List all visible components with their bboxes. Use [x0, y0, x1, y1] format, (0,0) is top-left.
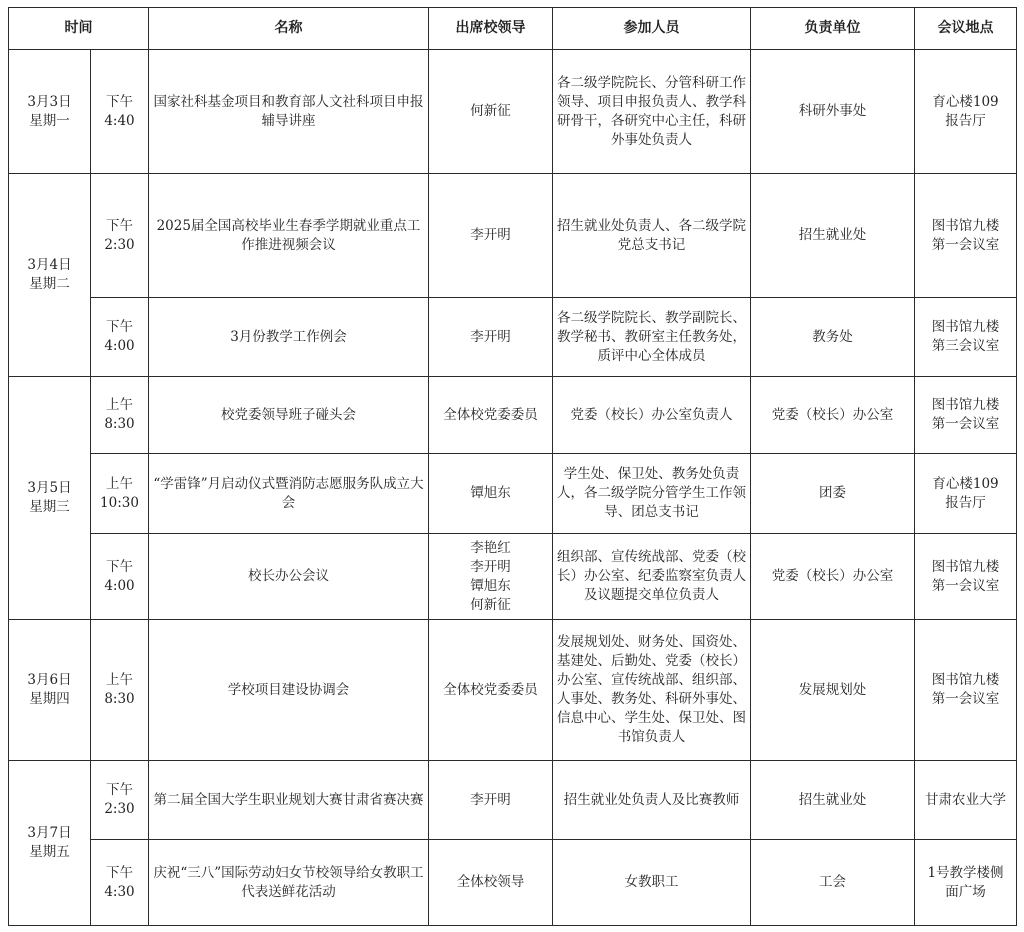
event-name: 2025届全国高校毕业生春季学期就业重点工作推进视频会议 [156, 217, 421, 253]
participants-text: 各二级学院院长、分管科研工作领导、项目申报负责人、教学科研骨干，各研究中心主任，科研外事处负责人 [557, 74, 746, 148]
period-text: 下午 [106, 558, 133, 575]
table-row [9, 174, 1017, 298]
participants-text: 招生就业处负责人及比赛教师 [563, 791, 740, 808]
leaders-cell [429, 534, 553, 620]
location-line: 第一会议室 [931, 577, 1000, 594]
clock-text: 2:30 [104, 801, 135, 817]
location-line: 报告厅 [945, 112, 986, 129]
event-name-cell [149, 761, 429, 840]
date-cell [9, 377, 91, 620]
participants-cell [553, 298, 751, 377]
leaders-cell [429, 454, 553, 534]
period-text: 下午 [106, 319, 133, 335]
weekday-text: 星期四 [29, 691, 70, 707]
time-cell [91, 534, 149, 620]
unit-text: 招生就业处 [798, 791, 867, 808]
event-name: 庆祝“三八”国际劳动妇女节校领导给女教职工代表送鲜花活动 [153, 864, 424, 900]
header-unit: 负责单位 [751, 8, 915, 50]
time-cell [91, 50, 149, 174]
event-name: “学雷锋”月启动仪式暨消防志愿服务队成立大会 [153, 475, 424, 511]
location-cell [915, 174, 1017, 298]
period-text: 上午 [106, 475, 133, 492]
date-text: 3月6日 [27, 672, 72, 688]
location-cell [915, 454, 1017, 534]
leader-name: 全体校党委委员 [443, 406, 538, 423]
unit-text: 团委 [819, 485, 846, 501]
participants-cell [553, 761, 751, 840]
date-cell [9, 174, 91, 377]
participants-cell [553, 620, 751, 761]
event-name: 3月份教学工作例会 [230, 328, 347, 345]
unit-cell [751, 298, 915, 377]
participants-text: 发展规划处、财务处、国资处、基建处、后勤处、党委（校长）办公室、宣传统战部、组织部、人事处、教务处、科研外事处、信息中心、学生处、保卫处、图书馆负责人 [557, 634, 746, 745]
participants-cell [553, 454, 751, 534]
leaders-cell [429, 761, 553, 840]
unit-cell [751, 620, 915, 761]
event-name: 校长办公会议 [248, 568, 329, 584]
leader-name: 李开明 [470, 227, 511, 243]
weekday-text: 星期五 [29, 844, 70, 860]
leader-name: 全体校党委委员 [443, 681, 538, 698]
location-line: 图书馆九楼 [931, 217, 1000, 234]
event-name-cell [149, 534, 429, 620]
participants-text: 招生就业处负责人、各二级学院党总支书记 [557, 217, 746, 253]
time-cell [91, 840, 149, 926]
unit-text: 党委（校长）办公室 [771, 406, 894, 423]
location-cell [915, 620, 1017, 761]
location-line: 育心楼109 [932, 475, 999, 492]
participants-cell [553, 534, 751, 620]
location-line: 第一会议室 [931, 416, 1000, 432]
event-name: 国家社科基金项目和教育部人文社科项目申报辅导讲座 [153, 93, 424, 129]
location-line: 甘肃农业大学 [925, 791, 1006, 808]
unit-text: 招生就业处 [798, 227, 867, 243]
unit-text: 党委（校长）办公室 [771, 568, 894, 584]
leaders-cell [429, 620, 553, 761]
time-cell [91, 174, 149, 298]
clock-text: 8:30 [104, 416, 135, 432]
clock-text: 4:30 [104, 883, 135, 900]
time-cell [91, 454, 149, 534]
date-cell [9, 620, 91, 761]
header-participants: 参加人员 [553, 8, 751, 50]
header-leaders: 出席校领导 [429, 8, 553, 50]
unit-text: 教务处 [812, 328, 853, 345]
event-name-cell [149, 840, 429, 926]
period-text: 下午 [106, 217, 133, 234]
period-text: 上午 [106, 397, 133, 413]
header-time: 时间 [9, 8, 149, 50]
leader-name: 全体校领导 [456, 874, 525, 890]
event-name: 第二届全国大学生职业规划大赛甘肃省赛决赛 [153, 791, 424, 808]
period-text: 上午 [106, 672, 133, 688]
location-cell [915, 377, 1017, 454]
participants-text: 女教职工 [624, 874, 679, 890]
leader-name: 何新征 [470, 596, 511, 613]
participants-cell [553, 840, 751, 926]
leader-name: 镡旭东 [470, 485, 511, 501]
clock-text: 2:30 [104, 236, 135, 253]
location-line: 1号教学楼侧 [927, 864, 1004, 881]
unit-cell [751, 761, 915, 840]
leader-name: 李开明 [470, 558, 511, 575]
leader-name: 李开明 [470, 328, 511, 345]
participants-text: 学生处、保卫处、教务处负责人，各二级学院分管学生工作领导、团总支书记 [557, 466, 746, 520]
clock-text: 8:30 [104, 691, 135, 707]
participants-text: 党委（校长）办公室负责人 [570, 406, 733, 423]
event-name-cell [149, 377, 429, 454]
leader-name: 李开明 [470, 791, 511, 808]
period-text: 下午 [106, 93, 133, 110]
period-text: 下午 [106, 782, 133, 798]
location-line: 图书馆九楼 [931, 672, 1000, 688]
location-cell [915, 534, 1017, 620]
unit-cell [751, 50, 915, 174]
date-text: 3月5日 [27, 480, 72, 496]
event-name-cell [149, 454, 429, 534]
location-line: 面广场 [945, 883, 986, 900]
date-cell [9, 50, 91, 174]
participants-text: 组织部、宣传统战部、党委（校长）办公室、纪委监察室负责人及议题提交单位负责人 [557, 549, 746, 603]
unit-text: 工会 [819, 874, 846, 890]
table-row [9, 840, 1017, 926]
table-row [9, 454, 1017, 534]
unit-cell [751, 174, 915, 298]
location-line: 育心楼109 [932, 93, 999, 110]
participants-cell [553, 50, 751, 174]
location-line: 第一会议室 [931, 691, 1000, 707]
participants-text: 各二级学院院长、教学副院长、教学秘书、教研室主任教务处，质评中心全体成员 [557, 309, 746, 364]
unit-text: 科研外事处 [798, 103, 867, 119]
location-line: 图书馆九楼 [931, 558, 1000, 575]
leaders-cell [429, 50, 553, 174]
header-name: 名称 [149, 8, 429, 50]
leader-name: 镡旭东 [470, 577, 511, 594]
location-line: 图书馆九楼 [931, 397, 1000, 413]
leaders-cell [429, 377, 553, 454]
clock-text: 4:00 [104, 338, 135, 354]
location-line: 图书馆九楼 [931, 319, 1000, 335]
schedule-table [8, 7, 1017, 926]
date-text: 3月7日 [27, 825, 72, 841]
time-cell [91, 298, 149, 377]
unit-cell [751, 454, 915, 534]
time-cell [91, 761, 149, 840]
event-name: 校党委领导班子碰头会 [221, 406, 356, 423]
leader-name: 何新征 [470, 103, 511, 119]
table-row [9, 377, 1017, 454]
period-text: 下午 [106, 864, 133, 881]
date-text: 3月3日 [27, 93, 72, 110]
leaders-cell [429, 174, 553, 298]
participants-cell [553, 377, 751, 454]
table-row [9, 50, 1017, 174]
clock-text: 4:00 [104, 577, 135, 594]
location-line: 第一会议室 [931, 236, 1000, 253]
clock-text: 10:30 [100, 494, 139, 511]
unit-cell [751, 377, 915, 454]
leaders-cell [429, 298, 553, 377]
location-cell [915, 840, 1017, 926]
event-name-cell [149, 298, 429, 377]
date-cell [9, 761, 91, 926]
unit-cell [751, 840, 915, 926]
event-name-cell [149, 50, 429, 174]
weekday-text: 星期三 [29, 499, 70, 515]
date-text: 3月4日 [27, 257, 72, 273]
event-name-cell [149, 620, 429, 761]
weekday-text: 星期一 [29, 112, 70, 129]
leader-name: 李艳红 [470, 539, 511, 556]
header-location: 会议地点 [915, 8, 1017, 50]
leaders-cell [429, 840, 553, 926]
time-cell [91, 620, 149, 761]
location-cell [915, 761, 1017, 840]
location-cell [915, 298, 1017, 377]
table-row [9, 620, 1017, 761]
location-line: 报告厅 [945, 494, 986, 511]
table-row [9, 298, 1017, 377]
weekday-text: 星期二 [29, 276, 70, 292]
event-name-cell [149, 174, 429, 298]
event-name: 学校项目建设协调会 [227, 681, 350, 698]
table-row [9, 534, 1017, 620]
unit-cell [751, 534, 915, 620]
table-row [9, 761, 1017, 840]
location-cell [915, 50, 1017, 174]
unit-text: 发展规划处 [798, 681, 867, 698]
location-line: 第三会议室 [931, 338, 1000, 354]
participants-cell [553, 174, 751, 298]
header-row [9, 8, 1017, 50]
clock-text: 4:40 [104, 112, 135, 129]
time-cell [91, 377, 149, 454]
